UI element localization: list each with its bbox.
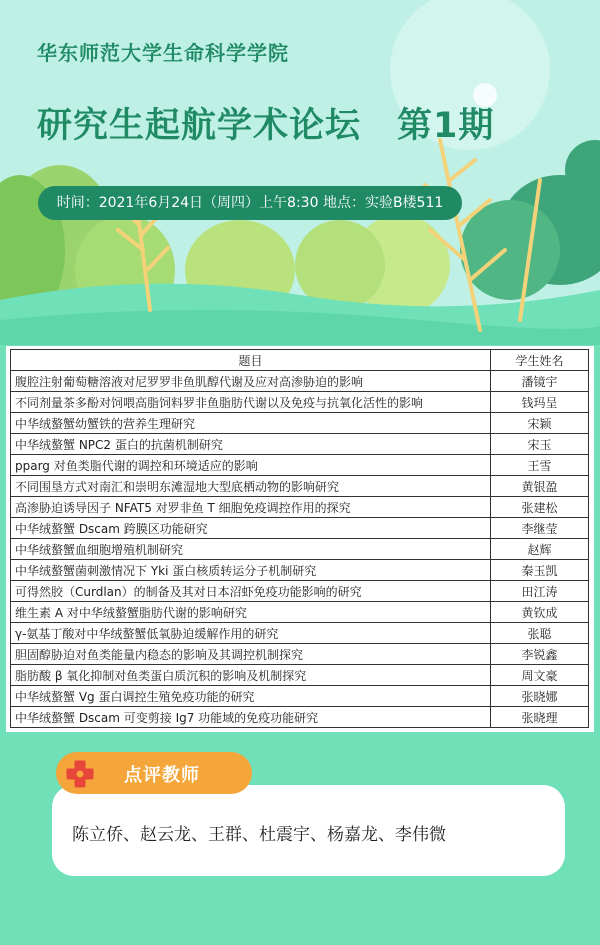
topic-cell: 不同围垦方式对南汇和崇明东滩湿地大型底栖动物的影响研究 [11, 476, 491, 497]
topic-cell: 可得然胶（Curdlan）的制备及其对日本沼虾免疫功能影响的研究 [11, 581, 491, 602]
student-name-cell: 钱玛呈 [491, 392, 589, 413]
table-row [11, 644, 589, 665]
table-row [11, 623, 589, 644]
student-name-cell: 张建松 [491, 497, 589, 518]
table-row [11, 665, 589, 686]
table-body [11, 371, 589, 728]
table-row [11, 560, 589, 581]
topic-cell: 中华绒螯蟹 Vg 蛋白调控生殖免疫功能的研究 [11, 686, 491, 707]
topic-cell: 中华绒螯蟹幼蟹铁的营养生理研究 [11, 413, 491, 434]
table-row [11, 686, 589, 707]
topic-cell: 中华绒螯蟹菌刺激情况下 Yki 蛋白核质转运分子机制研究 [11, 560, 491, 581]
student-name-cell: 李锐鑫 [491, 644, 589, 665]
table-header-row [11, 350, 589, 371]
time-location-pill: 时间：2021年6月24日（周四）上午8:30 地点：实验B楼511 [38, 186, 462, 220]
schedule-table [10, 349, 589, 728]
topic-cell: 中华绒螯蟹 NPC2 蛋白的抗菌机制研究 [11, 434, 491, 455]
table-row [11, 518, 589, 539]
table-row [11, 581, 589, 602]
table-row [11, 455, 589, 476]
school-name: 华东师范大学生命科学学院 [37, 41, 289, 65]
page-title: 研究生起航学术论坛 第1期 [37, 106, 495, 146]
topic-cell: γ-氨基丁酸对中华绒螯蟹低氧胁迫缓解作用的研究 [11, 623, 491, 644]
reviewer-names: 陈立侨、赵云龙、王群、杜震宇、杨嘉龙、李伟微 [72, 825, 446, 845]
topic-cell: 高渗胁迫诱导因子 NFAT5 对罗非鱼 T 细胞免疫调控作用的探究 [11, 497, 491, 518]
topic-cell: 中华绒螯蟹 Dscam 可变剪接 Ig7 功能域的免疫功能研究 [11, 707, 491, 728]
reviewers-label: 点评教师 [124, 765, 200, 786]
topic-cell: 不同剂量茶多酚对饲喂高脂饲料罗非鱼脂肪代谢以及免疫与抗氧化活性的影响 [11, 392, 491, 413]
column-header-name: 学生姓名 [491, 350, 589, 371]
student-name-cell: 赵辉 [491, 539, 589, 560]
table-row [11, 602, 589, 623]
student-name-cell: 宋玉 [491, 434, 589, 455]
student-name-cell: 张晓理 [491, 707, 589, 728]
table-row [11, 392, 589, 413]
student-name-cell: 王雪 [491, 455, 589, 476]
student-name-cell: 田江涛 [491, 581, 589, 602]
topic-cell: 中华绒螯蟹血细胞增殖机制研究 [11, 539, 491, 560]
table-row [11, 707, 589, 728]
table-row [11, 539, 589, 560]
student-name-cell: 张聪 [491, 623, 589, 644]
student-name-cell: 张晓娜 [491, 686, 589, 707]
table-row [11, 371, 589, 392]
plus-icon [65, 759, 95, 789]
student-name-cell: 秦玉凯 [491, 560, 589, 581]
student-name-cell: 李继莹 [491, 518, 589, 539]
student-name-cell: 潘镜宇 [491, 371, 589, 392]
table-row [11, 413, 589, 434]
student-name-cell: 周文豪 [491, 665, 589, 686]
table-row [11, 476, 589, 497]
table-row [11, 497, 589, 518]
header-banner [0, 0, 600, 345]
topic-cell: 维生素 A 对中华绒螯蟹脂肪代谢的影响研究 [11, 602, 491, 623]
topic-cell: 中华绒螯蟹 Dscam 跨膜区功能研究 [11, 518, 491, 539]
topic-cell: 腹腔注射葡萄糖溶液对尼罗罗非鱼肌醇代谢及应对高渗胁迫的影响 [11, 371, 491, 392]
schedule-table-container [6, 346, 594, 732]
topic-cell: 脂肪酸 β 氧化抑制对鱼类蛋白质沉积的影响及机制探究 [11, 665, 491, 686]
topic-cell: pparg 对鱼类脂代谢的调控和环境适应的影响 [11, 455, 491, 476]
topic-cell: 胆固醇胁迫对鱼类能量内稳态的影响及其调控机制探究 [11, 644, 491, 665]
column-header-title: 题目 [11, 350, 491, 371]
student-name-cell: 黄钦成 [491, 602, 589, 623]
student-name-cell: 黄银盈 [491, 476, 589, 497]
student-name-cell: 宋颖 [491, 413, 589, 434]
table-row [11, 434, 589, 455]
